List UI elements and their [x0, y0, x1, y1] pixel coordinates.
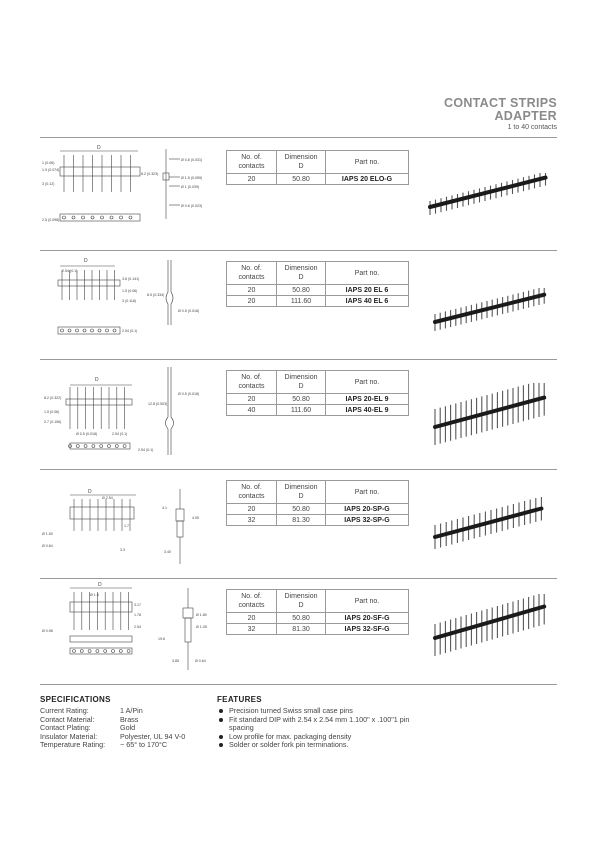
dim-d: D [98, 582, 102, 588]
pin-hole [123, 445, 126, 448]
table-row [227, 613, 409, 624]
pin-hole [91, 216, 94, 219]
feature-item [217, 741, 417, 750]
bullet-icon [219, 709, 223, 713]
product-section-5 [40, 578, 557, 684]
dim-label: 3.6 (0.141) [122, 277, 140, 281]
dim-label: Ø 1 (0.039) [181, 185, 200, 189]
feature-text: Solder or solder fork pin terminations. [229, 740, 349, 749]
table-row [227, 174, 409, 185]
pin-hole [115, 445, 118, 448]
spec-label: Current Rating: [40, 706, 89, 715]
cell-part: IAPS 20-SF-G [326, 613, 409, 624]
part-table [226, 480, 409, 526]
cell-dimension: 81.30 [277, 515, 326, 526]
dim-label: Ø 1.50 [42, 532, 53, 536]
cell-contacts: 20 [227, 174, 277, 185]
dim-label: 2.54 (0.1) [138, 448, 154, 452]
strip-body [435, 295, 544, 322]
pin-hole [92, 445, 95, 448]
technical-drawing [40, 578, 220, 678]
pin-hole [110, 216, 113, 219]
pin-hole [80, 650, 83, 653]
dim-label: 2.7 (0.106) [44, 420, 62, 424]
header-dimension: Dimension [284, 374, 318, 381]
pin-hole [83, 329, 86, 332]
product-photo [425, 288, 555, 332]
table-row [227, 504, 409, 515]
dim-label: Ø 0.8 (0.031) [181, 158, 203, 162]
dim-d: D [84, 258, 88, 264]
pin-hole [98, 329, 101, 332]
cell-dimension: 50.80 [277, 285, 326, 296]
bullet-icon [219, 718, 223, 722]
header-part: Part no. [326, 262, 409, 285]
dim-label: Ø 1.05 [196, 625, 207, 629]
dim-label: 3.40 [164, 550, 171, 554]
page-header [444, 97, 557, 132]
dim-label: 1 (0.06) [42, 161, 55, 165]
dim-label: 2.5 (0.098) [42, 218, 60, 222]
header-part: Part no. [326, 371, 409, 394]
header-contacts: No. of. [241, 593, 262, 600]
dim-d: D [95, 377, 99, 383]
dim-label: Ø 1.5 (0.059) [181, 176, 203, 180]
pin-hole [84, 445, 87, 448]
pin-hole [73, 650, 76, 653]
dim-label: 4.1 [162, 506, 167, 510]
dim-label: 2.54 (0.1) [112, 432, 128, 436]
table-row [227, 515, 409, 526]
part-table [226, 370, 409, 416]
dim-label: Ø 1.80 [196, 613, 207, 617]
header-contacts: contacts [238, 383, 265, 390]
feature-text: Low profile for max. packaging density [229, 731, 352, 741]
dim-label: Ø 1.8 [90, 593, 99, 597]
part-table [226, 261, 409, 307]
dim-label: 2.54 (0.1) [62, 269, 78, 273]
specifications [40, 695, 185, 750]
strip-body [435, 607, 544, 639]
spec-label: Temperature Rating: [40, 740, 106, 749]
pin-hole [106, 329, 109, 332]
dim-label: Ø 2.54 [102, 496, 113, 500]
pin-hole [76, 329, 79, 332]
dim-label: Ø 0.5 (0.018) [178, 392, 200, 396]
spec-label: Contact Plating: [40, 723, 91, 732]
pin-hole [68, 329, 71, 332]
header-dimension: Dimension [284, 593, 318, 600]
cell-contacts: 32 [227, 515, 277, 526]
dim-label: 3.3 [120, 548, 125, 552]
strip-body [435, 398, 544, 427]
header-contacts: No. of. [241, 484, 262, 491]
pin-hole [119, 650, 122, 653]
dim-label: 3 (0.12) [42, 182, 55, 186]
part-table [226, 150, 409, 185]
dim-label: 2.54 (0.1) [122, 329, 138, 333]
pin-hole [72, 216, 75, 219]
header-dimension: Dimension [284, 154, 318, 161]
dim-d: D [88, 489, 92, 495]
dim-label: 3.85 [172, 659, 179, 663]
dim-label: 2.54 [134, 625, 141, 629]
table-row [227, 285, 409, 296]
strip-body [435, 509, 541, 538]
pin-hole [127, 650, 130, 653]
cell-dimension: 50.80 [277, 504, 326, 515]
header-contacts: contacts [238, 493, 265, 500]
dim-label: Ø 0.64 [42, 544, 53, 548]
spec-label: Contact Material: [40, 714, 95, 724]
dim-label: 1.78 [134, 613, 141, 617]
header-part: Part no. [326, 151, 409, 174]
divider [40, 684, 557, 685]
cell-contacts: 20 [227, 296, 277, 307]
spec-value: 1 A/Pin [120, 706, 143, 715]
header-dimension: Dimension [284, 265, 318, 272]
pin-hole [88, 650, 91, 653]
header-part: Part no. [326, 481, 409, 504]
header-contacts: No. of. [241, 374, 262, 381]
dim-label: 1.5 (0.06) [44, 410, 60, 414]
bullet-icon [219, 743, 223, 747]
header-dimension: D [298, 383, 304, 390]
page-title-line2: ADAPTER [494, 109, 557, 123]
features-title: FEATURES [217, 695, 262, 704]
spec-value: Gold [120, 723, 136, 732]
dim-label: 3 (0.118) [122, 299, 137, 303]
dim-label: 1.9 (0.074) [42, 168, 60, 172]
table-row [227, 624, 409, 635]
product-section-1 [40, 137, 557, 250]
header-contacts: contacts [238, 602, 265, 609]
feature-item [217, 716, 417, 733]
table-row [227, 296, 409, 307]
product-section-4 [40, 469, 557, 578]
header-dimension: D [298, 493, 304, 500]
header-dimension: Dimension [284, 484, 318, 491]
dim-label: Ø 0.64 [195, 659, 206, 663]
dim-label: Ø 0.98 [42, 629, 53, 633]
header-dimension: D [298, 602, 304, 609]
dim-label: 8.2 (0.323) [141, 172, 159, 176]
feature-text: Precision turned Swiss small case pins [229, 706, 353, 715]
product-section-2 [40, 250, 557, 359]
part-table [226, 589, 409, 635]
dim-label: 12.8 (0.503) [148, 402, 168, 406]
pin-hole [63, 216, 66, 219]
technical-drawing [40, 137, 220, 237]
dim-d: D [97, 145, 101, 151]
cell-part: IAPS 40-EL 9 [326, 405, 409, 416]
header-dimension: D [298, 274, 304, 281]
product-photo [420, 173, 555, 217]
dim-label: 8.5 (0.334) [147, 293, 165, 297]
pin-hole [100, 445, 103, 448]
cell-part: IAPS 20 EL 6 [326, 285, 409, 296]
dim-label: 3.17 [134, 603, 141, 607]
technical-drawing [40, 469, 220, 569]
header-contacts: No. of. [241, 265, 262, 272]
cell-contacts: 40 [227, 405, 277, 416]
table-row [227, 405, 409, 416]
dim-label: 1.5 (0.06) [122, 289, 138, 293]
cell-part: IAPS 20 ELO-G [326, 174, 409, 185]
pin-hole [129, 216, 132, 219]
feature-text: Fit standard DIP with 2.54 x 2.54 mm 1.100" x .100"1 pin spacing [229, 714, 410, 732]
pin-hole [82, 216, 85, 219]
header-part: Part no. [326, 590, 409, 613]
product-section-3 [40, 359, 557, 469]
cell-part: IAPS 32-SP-G [326, 515, 409, 526]
pin-hole [96, 650, 99, 653]
cell-dimension: 50.80 [277, 174, 326, 185]
header-contacts: contacts [238, 274, 265, 281]
technical-drawing [40, 359, 220, 459]
bullet-icon [219, 735, 223, 739]
pin-hole [101, 216, 104, 219]
cell-part: IAPS 40 EL 6 [326, 296, 409, 307]
dim-label: 4.05 [192, 516, 199, 520]
cell-part: IAPS 20-SP-G [326, 504, 409, 515]
spec-value: − 65° to 170°C [120, 740, 168, 749]
dim-label: Ø 0.6 (0.023) [181, 204, 203, 208]
page-title-line1: CONTACT STRIPS [444, 96, 557, 110]
cell-dimension: 81.30 [277, 624, 326, 635]
features [217, 695, 417, 750]
spec-label: Insulator Material: [40, 731, 98, 741]
page-subtitle: 1 to 40 contacts [507, 124, 557, 131]
strip-body [430, 178, 546, 207]
cell-dimension: 50.80 [277, 613, 326, 624]
cell-part: IAPS 20-EL 9 [326, 394, 409, 405]
dim-label: Ø 0.5 (0.018) [178, 309, 200, 313]
pin-hole [91, 329, 94, 332]
product-photo [425, 594, 555, 660]
spec-value: Polyester, UL 94 V-0 [120, 731, 186, 741]
cell-part: IAPS 32-SF-G [326, 624, 409, 635]
pin-hole [76, 445, 79, 448]
cell-dimension: 50.80 [277, 394, 326, 405]
dim-label: 8.2 (0.322) [44, 396, 62, 400]
cell-contacts: 20 [227, 285, 277, 296]
cell-contacts: 32 [227, 624, 277, 635]
pin-hole [120, 216, 123, 219]
pin-hole [108, 445, 111, 448]
dim-label: 19.6 [158, 637, 165, 641]
header-contacts: No. of. [241, 154, 262, 161]
table-row [227, 394, 409, 405]
pin-hole [104, 650, 107, 653]
header-contacts: contacts [238, 163, 265, 170]
spec-value: Brass [120, 714, 139, 724]
pin-hole [113, 329, 116, 332]
product-photo [425, 497, 555, 555]
dim-label: Ø 0.5 (0.018) [76, 432, 98, 436]
cell-contacts: 20 [227, 613, 277, 624]
product-photo [425, 383, 555, 449]
cell-contacts: 20 [227, 394, 277, 405]
pin-hole [61, 329, 64, 332]
spec-row [40, 741, 185, 750]
pin-hole [112, 650, 115, 653]
specifications-title: SPECIFICATIONS [40, 695, 111, 704]
cell-dimension: 111.60 [277, 296, 326, 307]
cell-contacts: 20 [227, 504, 277, 515]
technical-drawing [40, 250, 220, 350]
header-dimension: D [298, 163, 304, 170]
dim-label: 1.7 [124, 524, 129, 528]
cell-dimension: 111.60 [277, 405, 326, 416]
